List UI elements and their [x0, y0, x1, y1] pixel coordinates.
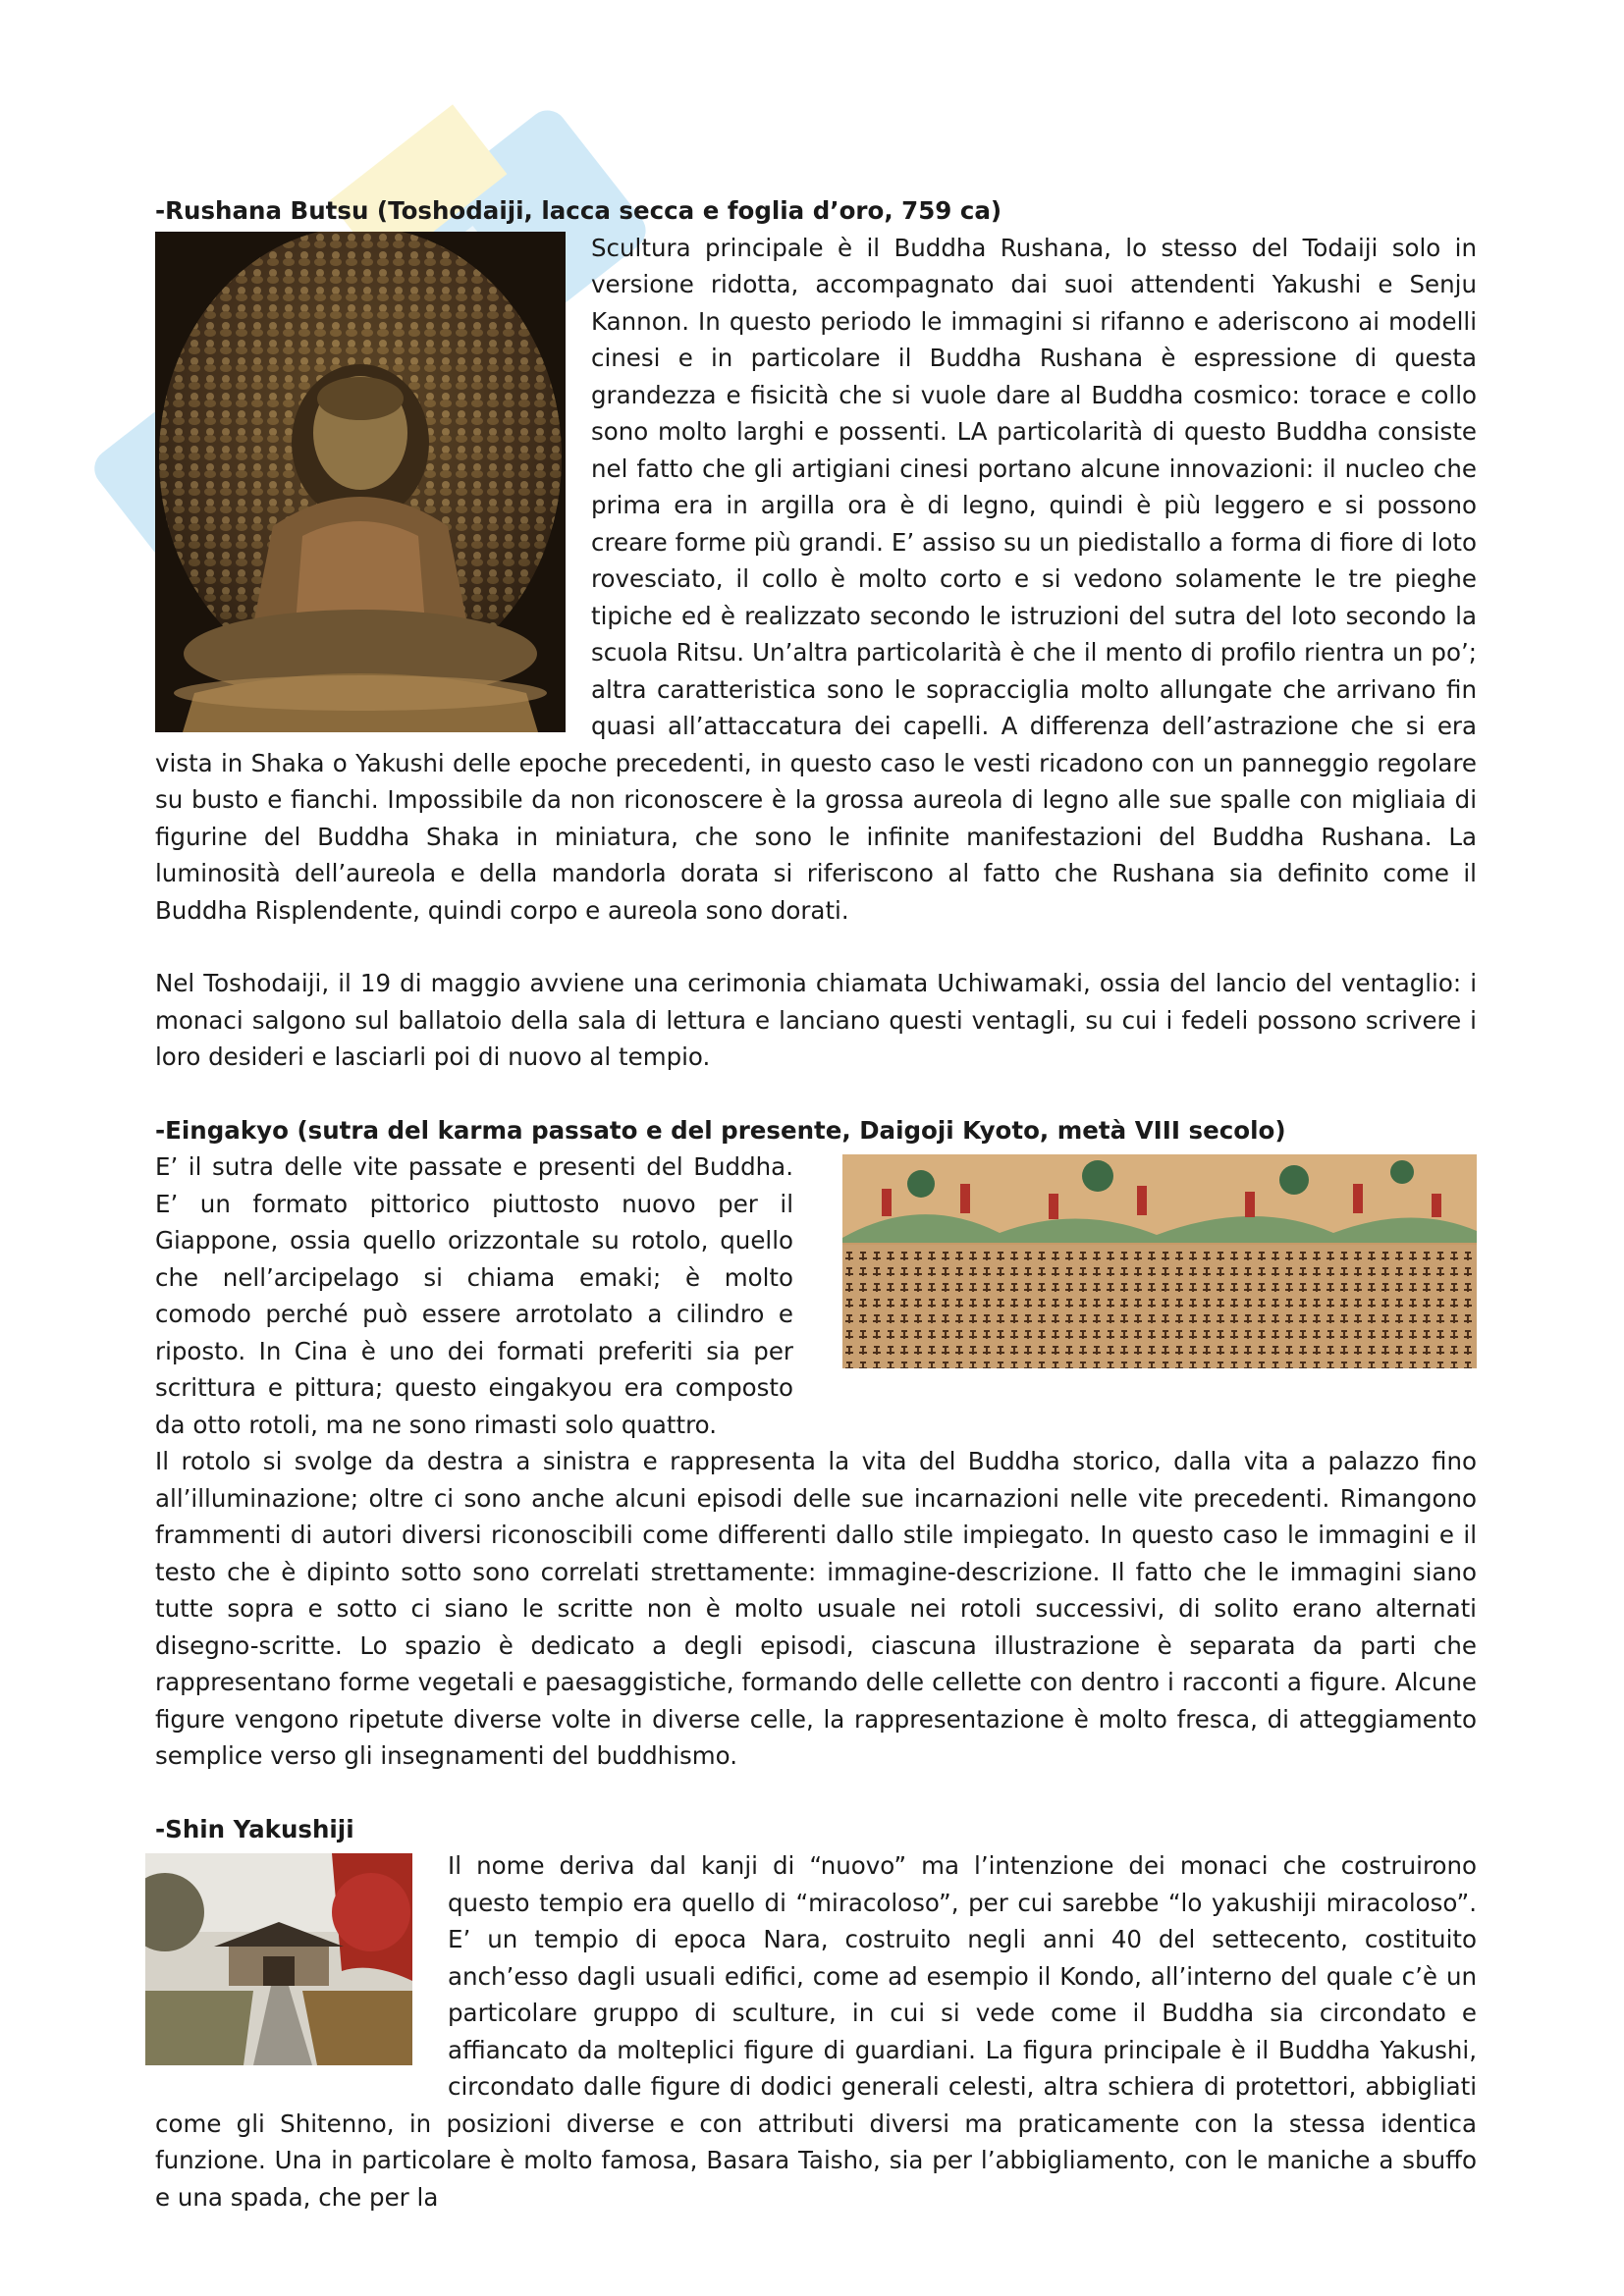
- section-text-eingakyo: E’ il sutra delle vite passate e presenti del Buddha. E’ un formato pittorico piuttosto nuovo per il Giappone, ossia quello orizzontale su rotolo, quello che nell’arcipelago si chiama emaki; è molto comodo perché può essere arrotolato a cilindro e riposto. In Cina è uno dei formati preferiti sia per scrittura e pittura; questo eingakyou era composto da otto rotoli, ma ne sono rimasti solo quattro.: [155, 1152, 793, 1439]
- document-page: [155, 192, 1477, 2216]
- shin-yakushiji-photo: [145, 1853, 436, 2071]
- rushana-buddha-photo: [155, 232, 579, 736]
- section-text-shin-yakushiji: Il nome deriva dal kanji di “nuovo” ma l’intenzione dei monaci che costruirono questo tempio era quello di “miracoloso”, per cui sarebbe “lo yakushiji miracoloso”. E’ un tempio di epoca Nara, costruito negli anni 40 del settecento, costituito anch’esso dagli usuali edifici, come ad esempio il Kondo, all’interno del quale c’è un particolare gruppo di sculture, in cui si vede come il Buddha sia circondato e affiancato da molteplici figure di guardiani. La figura principale è il Buddha Yakushi, circondato dalle figure di dodici generali celesti, altra schiera di protettori, abbigliati come gli Shitenno, in posizioni diverse e con attributi diversi ma praticamente con la stessa identica funzione. Una in particolare è molto famosa, Basara Taisho, sia per l’abbigliamento, con le maniche a sbuffo e una spada, che per la: [155, 1851, 1477, 2212]
- section-text-eingakyo-2: Il rotolo si svolge da destra a sinistra e rappresenta la vita del Buddha storico, dalla vita a palazzo fino all’illuminazione; oltre ci sono anche alcuni episodi delle sue incarnazioni nelle vite precedenti. Rimangono frammenti di autori diversi riconoscibili come differenti dallo stile impiegato. In questo caso le immagini e il testo che è dipinto sotto sono correlati strettamente: immagine-descrizione. Il fatto che le immagini siano tutte sopra e sotto ci siano le scritte non è molto usuale nei rotoli successivi, di solito erano alternati disegno-scritte. Lo spazio è dedicato a degli episodi, ciascuna illustrazione è separata da parti che rappresentano forme vegetali e paesaggistiche, formando delle cellette con dentro i racconti a figure. Alcune figure vengono ripetute diverse volte in diverse celle, la rappresentazione è molto fresca, di atteggiamento semplice verso gli insegnamenti del buddhismo.: [155, 1447, 1477, 1770]
- section-title-eingakyo: -Eingakyo (sutra del karma passato e del presente, Daigoji Kyoto, metà VIII secolo): [155, 1115, 1286, 1145]
- section-text-uchiwamaki: Nel Toshodaiji, il 19 di maggio avviene una cerimonia chiamata Uchiwamaki, ossia del lancio del ventaglio: i monaci salgono sul ballatoio della sala di lettura e lanciano questi ventagli, su cui i fedeli possono scrivere i loro desideri e lasciarli poi di nuovo al tempio.: [155, 969, 1477, 1071]
- section-title-shin-yakushiji: -Shin Yakushiji: [155, 1814, 354, 1843]
- section-title-rushana: -Rushana Butsu (Toshodaiji, lacca secca e foglia d’oro, 759 ca): [155, 196, 1002, 225]
- eingakyo-scroll-photo: [809, 1154, 1477, 1380]
- section-text-rushana: Scultura principale è il Buddha Rushana, lo stesso del Todaiji solo in versione ridotta, accompagnato dai suoi attendenti Yakushi e Senju Kannon. In questo periodo le immagini si rifanno e aderiscono ai modelli cinesi e in particolare il Buddha Rushana è espressione di questa grandezza e fisicità che si vuole dare al Buddha cosmico: torace e collo sono molto larghi e possenti. LA particolarità di questo Buddha consiste nel fatto che gli artigiani cinesi portano alcune innovazioni: il nucleo che prima era in argilla ora è di legno, quindi è più leggero e si possono creare forme più grandi. E’ assiso su un piedistallo a forma di fiore di loto rovesciato, il collo è molto corto e si vedono solamente le tre pieghe tipiche ed è realizzato secondo le istruzioni del sutra del loto secondo la scuola Ritsu. Un’altra particolarità è che il mento di profilo rientra un po’; altra caratteristica sono le sopracciglia molto allungate che arrivano fin quasi all’attaccatura dei capelli. A differenza dell’astrazione che si era vista in Shaka o Yakushi delle epoche precedenti, in questo caso le vesti ricadono con un panneggio regolare su busto e fianchi. Impossibile da non riconoscere è la grossa aureola di legno alle sue spalle con migliaia di figurine del Buddha Shaka in miniatura, che sono le infinite manifestazioni del Buddha Rushana. La luminosità dell’aureola e della mandorla dorata si riferiscono al fatto che Rushana sia definito come il Buddha Risplendente, quindi corpo e aureola sono dorati.: [155, 233, 1477, 925]
